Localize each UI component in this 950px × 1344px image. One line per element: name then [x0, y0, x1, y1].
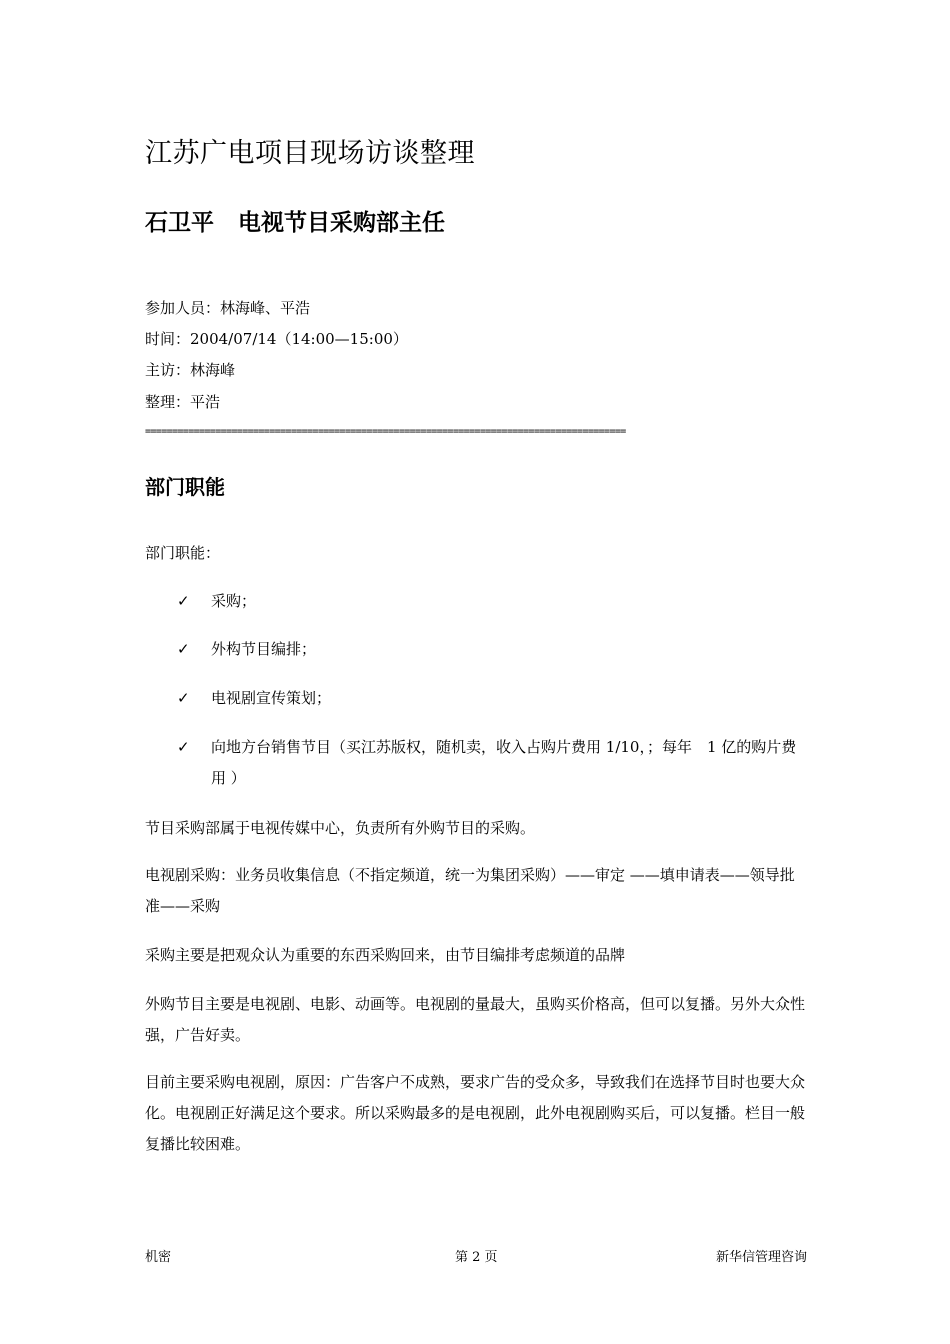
footer-confidential: 机密 — [145, 1250, 172, 1265]
bullet-item — [177, 634, 809, 665]
check-icon: ✓ — [177, 592, 190, 610]
check-icon: ✓ — [177, 640, 190, 658]
section-heading: 部门职能 — [145, 475, 225, 499]
separator-line: ========================================================================================= — [145, 426, 626, 437]
bullet-text: 向地方台销售节目（买江苏版权，随机卖，收入占购片费用 1/10，；每年 1 亿的购片费用 ） — [211, 738, 797, 787]
meta-recorder: 整理：平浩 — [145, 393, 221, 411]
bullet-text: 采购； — [211, 592, 257, 610]
section-intro: 部门职能： — [145, 544, 221, 562]
interviewee-role: 电视节目采购部主任 — [238, 210, 445, 236]
bullet-item — [177, 732, 809, 794]
meta-interviewer: 主访：林海峰 — [145, 361, 236, 379]
meta-participants: 参加人员：林海峰、平浩 — [145, 299, 311, 317]
bullet-item — [177, 586, 809, 617]
paragraph: 采购主要是把观众认为重要的东西采购回来，由节目编排考虑频道的品牌 — [145, 946, 626, 964]
interviewee-name: 石卫平 — [145, 210, 214, 236]
footer-company: 新华信管理咨询 — [715, 1250, 807, 1265]
footer-page-number: 第 2 页 — [455, 1250, 498, 1265]
document-title: 江苏广电项目现场访谈整理 — [145, 138, 475, 169]
paragraph: 目前主要采购电视剧，原因：广告客户不成熟，要求广告的受众多，导致我们在选择节目时也要大众化。电视剧正好满足这个要求。所以采购最多的是电视剧，此外电视剧购买后，可以复播。栏目一般复播比较困难。 — [145, 1073, 806, 1153]
paragraph: 电视剧采购：业务员收集信息（不指定频道，统一为集团采购）——审定 ——填申请表——领导批准——采购 — [145, 866, 795, 915]
meta-time: 时间：2004/07/14（14:00—15:00） — [145, 330, 408, 348]
paragraph: 外购节目主要是电视剧、电影、动画等。电视剧的量最大，虽购买价格高，但可以复播。另外大众性强，广告好卖。 — [145, 995, 806, 1044]
check-icon: ✓ — [177, 689, 190, 707]
bullet-item — [177, 683, 809, 714]
bullet-text: 外构节目编排； — [211, 640, 317, 658]
check-icon: ✓ — [177, 738, 190, 756]
document-subtitle — [145, 204, 445, 237]
bullet-text: 电视剧宣传策划； — [211, 689, 332, 707]
paragraph: 节目采购部属于电视传媒中心，负责所有外购节目的采购。 — [145, 819, 536, 837]
